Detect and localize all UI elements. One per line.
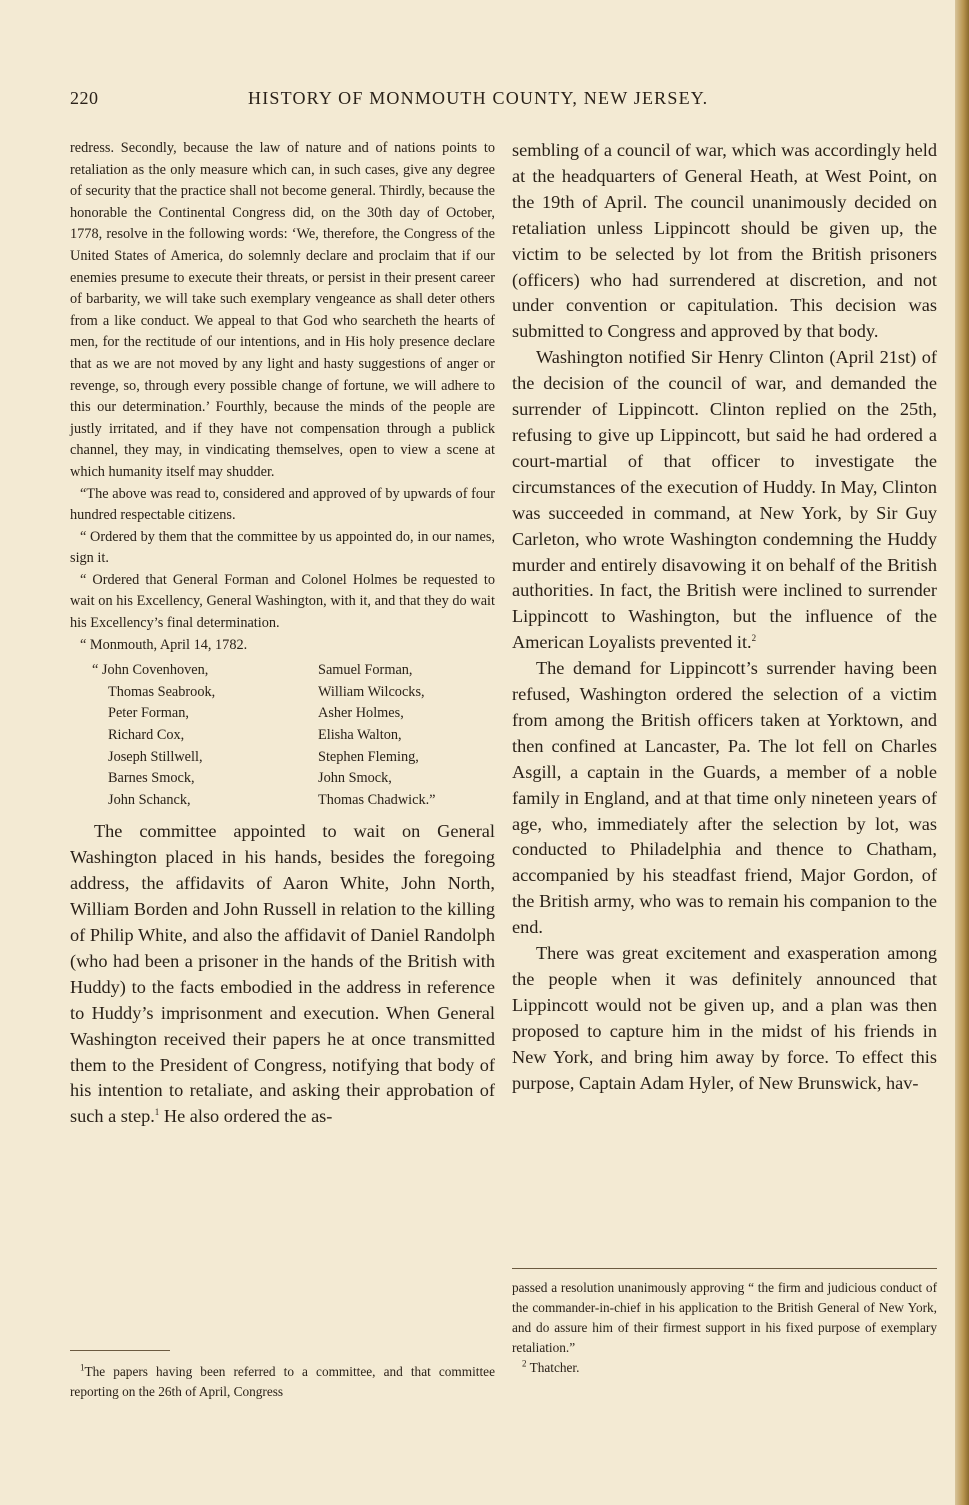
footnote-rule (512, 1268, 937, 1269)
signatory: Stephen Fleming, (318, 748, 419, 765)
left-column (70, 138, 495, 1130)
running-title: HISTORY OF MONMOUTH COUNTY, NEW JERSEY. (248, 88, 709, 108)
footnote-ref: 1 (154, 1107, 160, 1118)
body-text-run: Washington notified Sir Henry Clinton (April 21st) of the decision of the council of war, and demanded the surrender of Lippincott. Clinton replied on the 25th, refusing to give up Lippincott, but said he had ordered a court-martial of that officer to investigate the circumstances of the execution of Huddy. In May, Clinton was succeeded in command, at New York, by Sir Guy Carleton, who wrote Washington condemning the Huddy murder and entirely disavowing it on behalf of the British authorities. In fact, the British were inclined to surrender Lippincott to Washington, but the influence of the American Loyalists prevented it. (512, 347, 937, 653)
body-text-run: He also ordered the as- (159, 1106, 333, 1127)
footnotes-right (512, 1278, 937, 1378)
quoted-address (70, 138, 495, 656)
address-paragraph: “ Ordered that General Forman and Colonel Holmes be requested to wait on his Excellency, General Washington, with it, and that they do wait his Excellency’s final determination. (70, 571, 495, 632)
footnote (512, 1358, 937, 1378)
footnote-marker: 2 (522, 1358, 527, 1369)
footnote-text: Thatcher. (526, 1360, 580, 1375)
footnote-ref: 2 (751, 633, 757, 644)
footnote-marker: 1 (80, 1362, 85, 1373)
body-text (70, 819, 495, 1130)
body-paragraph: sembling of a council of war, which was accordingly held at the headquarters of General Heath, at West Point, on the 19th of April. The council unanimously decided on retaliation unless Lippincott should be given up, the victim to be selected by lot from the British prisoners (officers) who had surrendered at discretion, and not under convention or capitulation. This decision was submitted to Congress and approved by that body. (512, 140, 937, 342)
signatory: Asher Holmes, (318, 705, 404, 722)
footnote-rule (70, 1350, 170, 1351)
signatory: Thomas Chadwick.” (318, 791, 436, 808)
signatory: Thomas Seabrook, (108, 683, 216, 700)
signatory: “ John Covenhoven, (92, 662, 209, 679)
address-paragraph: redress. Secondly, because the law of nature and of nations points to retaliation as the only measure which can, in such cases, give any degree of security that the practice shall not become general. Thirdly, because the honorable the Continental Congress did, on the 30th day of October, 1778, resolve in the following words: ‘We, therefore, the Congress of the United States of America, do solemnly declare and proclaim that if our enemies presume to execute their threats, or persist in their present career of barbarity, we will take such exemplary vengeance as shall deter others from a like conduct. We appeal to that God who searcheth the hearts of men, for the rectitude of our intentions, and in His holy presence declare that as we are not moved by any light and hasty suggestions of anger or revenge, so, through every possible change of fortune, we will adhere to this our determination.’ Fourthly, because the minds of the people are justly irritated, and if they have not compensation through a publick channel, they may, in vindicating themselves, open to view a scene at which humanity itself may shudder. (70, 140, 495, 480)
page-header (70, 88, 940, 112)
address-paragraph: “The above was read to, considered and approved of by upwards of four hundred respectable citizens. (70, 485, 495, 524)
body-paragraph (512, 345, 937, 656)
page-edge (955, 0, 969, 1505)
signatory: Richard Cox, (108, 727, 185, 744)
page-number: 220 (70, 88, 99, 108)
signatory: Peter Forman, (108, 705, 189, 722)
signatory: Barnes Smock, (108, 770, 195, 787)
dateline: “ Monmouth, April 14, 1782. (80, 636, 248, 653)
signatory: Elisha Walton, (318, 727, 402, 744)
body-paragraph (70, 819, 495, 1130)
signatories-list (70, 660, 495, 811)
body-paragraph: The demand for Lippincott’s surrender having been refused, Washington ordered the selection of a victim from among the British officers taken at Yorktown, and then confined at Lancaster, Pa. The lot fell on Charles Asgill, a captain in the Guards, a member of a noble family in England, and at that time only nineteen years of age, who, immediately after the selection by lot, was conducted to Philadelphia and thence to Chatham, accompanied by his steadfast friend, Major Gordon, of the British army, who was to remain his companion to the end. (512, 658, 937, 938)
footnote-text: The papers having been referred to a committee, and that committee reporting on the 26th of April, Congress (70, 1364, 495, 1399)
footnotes-left (70, 1362, 495, 1402)
right-column (512, 138, 937, 1097)
signatory: William Wilcocks, (318, 683, 425, 700)
footnote: passed a resolution unanimously approving “ the firm and judicious conduct of the commander-in-chief in his application to the British General of New York, and do assure him of their firmest support in his fixed purpose of exemplary retaliation.” (512, 1280, 937, 1355)
address-paragraph: “ Ordered by them that the committee by us appointed do, in our names, sign it. (70, 528, 495, 567)
signatory: Samuel Forman, (318, 662, 413, 679)
footnote (70, 1362, 495, 1402)
body-paragraph: There was great excitement and exasperation among the people when it was definitely announced that Lippincott would not be given up, and a plan was then proposed to capture him in the midst of his friends in New York, and bring him away by force. To effect this purpose, Captain Adam Hyler, of New Brunswick, hav- (512, 943, 937, 1093)
signatory: Joseph Stillwell, (108, 748, 203, 765)
signatory: John Schanck, (108, 791, 191, 808)
body-text-run: The committee appointed to wait on General Washington placed in his hands, besides the foregoing address, the affidavits of Aaron White, John North, William Borden and John Russell in relation to the killing of Philip White, and also the affidavit of Daniel Randolph (who had been a prisoner in the hands of the British with Huddy) to the facts embodied in the address in reference to Huddy’s imprisonment and execution. When General Washington received their papers he at once transmitted them to the President of Congress, notifying that body of his intention to retaliate, and asking their approbation of such a step. (70, 821, 495, 1127)
signatory: John Smock, (318, 770, 392, 787)
